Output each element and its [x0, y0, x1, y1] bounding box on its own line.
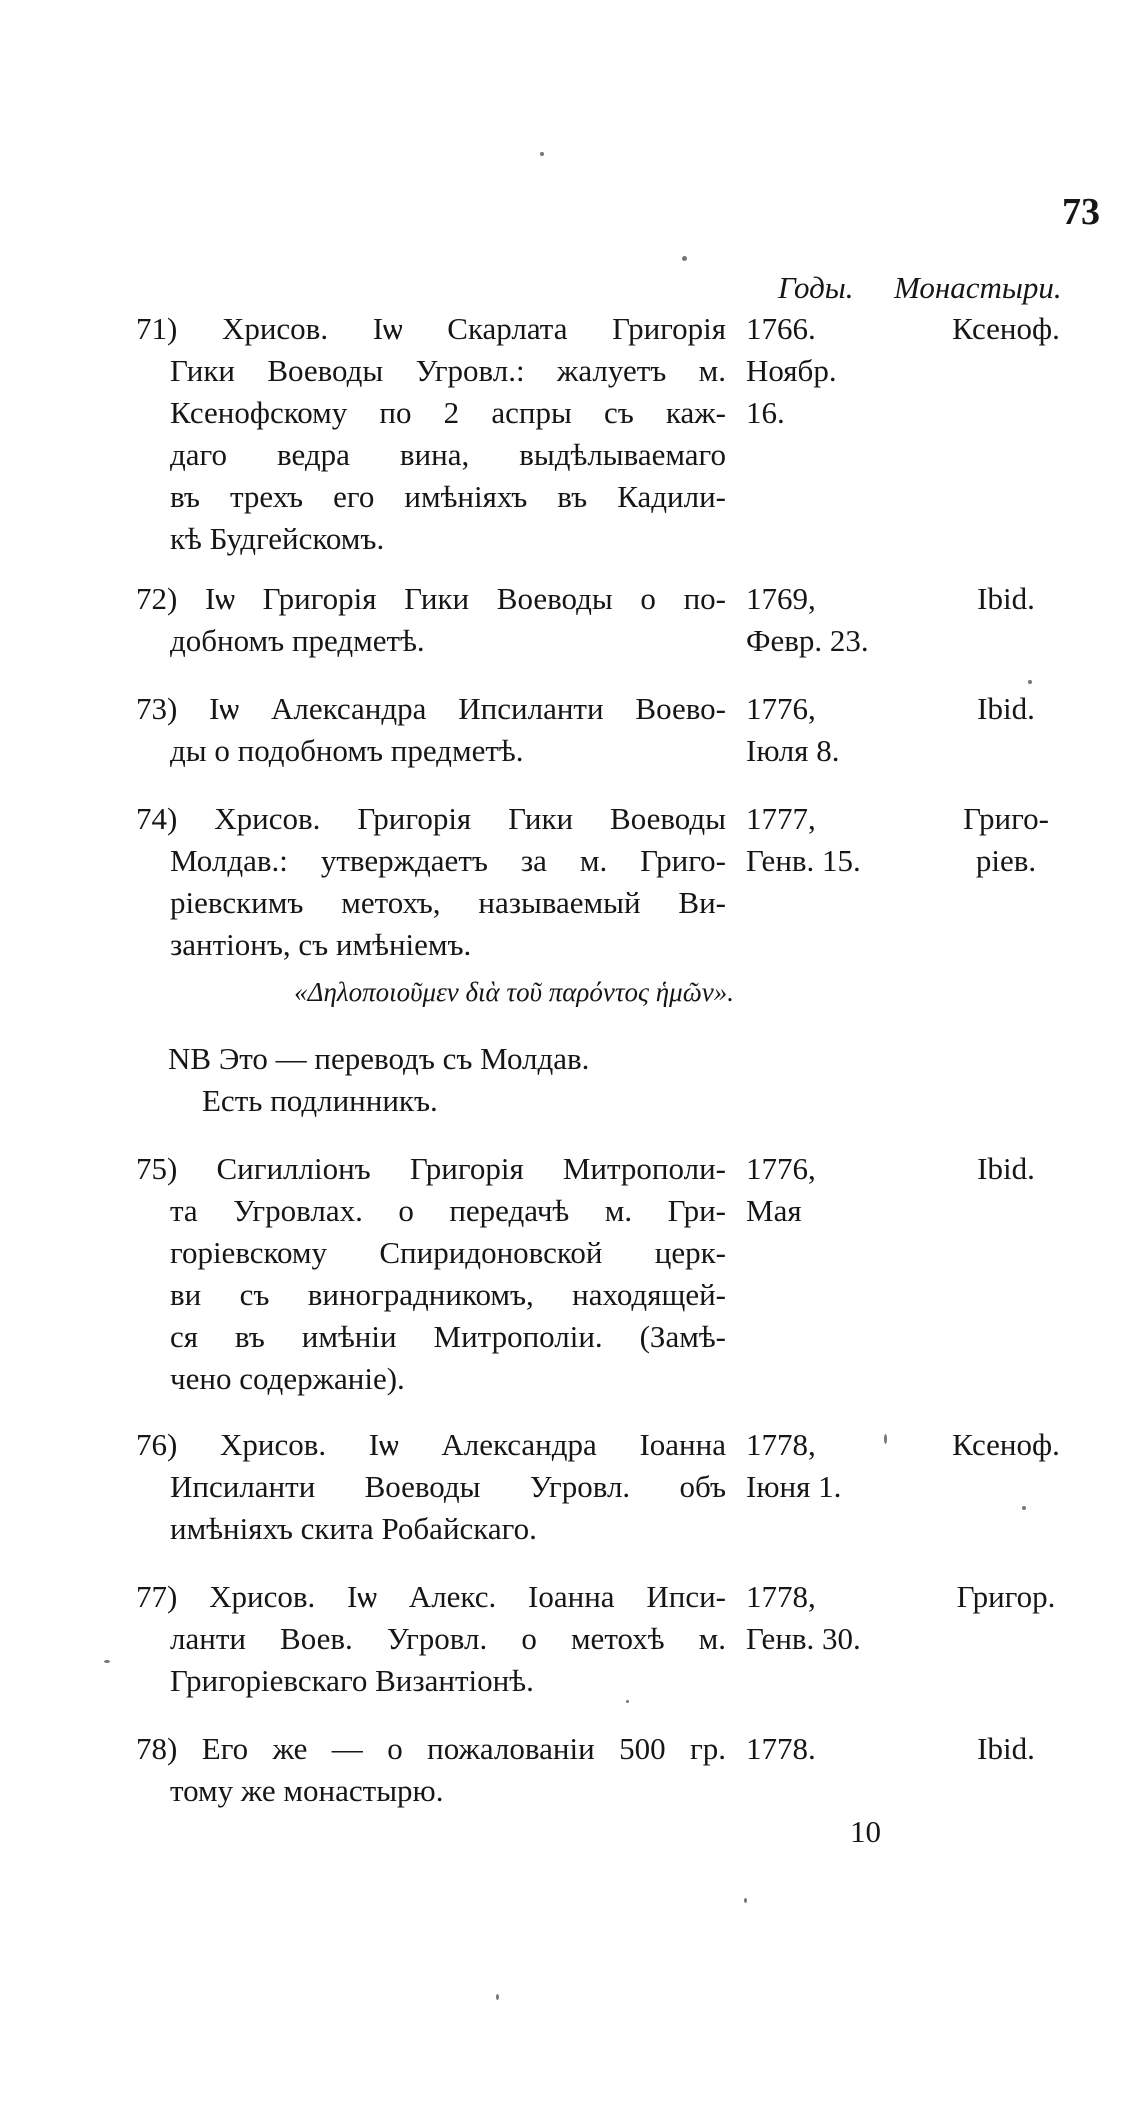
date-line: Іюля 8.	[746, 733, 840, 768]
entry-77-date	[746, 1576, 916, 1660]
entry-line: Ксенофскому по 2 аспры съ каж-	[170, 395, 726, 430]
monastery-line: Ibid.	[977, 581, 1035, 616]
entry-line: ся въ имѣніи Митрополіи. (Замѣ-	[170, 1319, 726, 1354]
entry-line: 72) Іѡ Григорія Гики Воеводы о по-	[136, 581, 726, 616]
monastery-line: ріев.	[975, 843, 1037, 878]
entry-line: Григоріевскаго Византіонѣ.	[170, 1663, 534, 1698]
entry-line: ви съ виноградникомъ, находящей-	[170, 1277, 726, 1312]
printer-signature: 10	[850, 1814, 881, 1849]
entry-line: имѣніяхъ скита Робайскаго.	[170, 1511, 537, 1546]
scan-speck	[496, 1994, 499, 2000]
entry-line: чено содержаніе).	[170, 1361, 405, 1396]
entry-74-monastery	[916, 798, 1096, 882]
entry-72-text	[136, 578, 726, 662]
entry-78-date	[746, 1728, 916, 1770]
scan-speck	[1028, 680, 1032, 684]
date-line: Февр. 23.	[746, 623, 869, 658]
greek-quotation: «Δηλοποιοῦμεν διὰ τοῦ παρόντος ἡμῶν».	[294, 977, 734, 1007]
entry-line: ріевскимъ метохъ, называемый Ви-	[170, 885, 726, 920]
entry-78-text	[136, 1728, 726, 1812]
scan-speck	[540, 152, 544, 156]
date-line: Ноябр.	[746, 353, 837, 388]
monastery-line: Ксеноф.	[952, 1427, 1060, 1462]
entry-74-text	[136, 798, 726, 966]
entry-75-monastery	[916, 1148, 1096, 1190]
date-line: 1778,	[746, 1427, 816, 1462]
entry-line: 71) Хрисов. Іѡ Скарлата Григорія	[136, 311, 726, 346]
column-header-monasteries: Монастыри.	[894, 270, 1062, 305]
entry-71-text	[136, 308, 726, 560]
scan-speck	[626, 1700, 629, 1703]
entry-line: Ипсиланти Воеводы Угровл. объ	[170, 1469, 726, 1504]
entry-line: въ трехъ его имѣніяхъ въ Кадили-	[170, 479, 726, 514]
entry-line: 73) Іѡ Александра Ипсиланти Воево-	[136, 691, 726, 726]
entry-line: горіевскому Спиридоновской церк-	[170, 1235, 726, 1270]
entry-line: 74) Хрисов. Григорія Гики Воеводы	[136, 801, 726, 836]
entry-line: Гики Воеводы Угровл.: жалуетъ м.	[170, 353, 726, 388]
column-header-years: Годы.	[778, 270, 854, 305]
scan-speck	[744, 1898, 747, 1903]
entry-line: 78) Его же — о пожалованіи 500 гр.	[136, 1731, 726, 1766]
entry-73-monastery	[916, 688, 1096, 730]
scan-speck	[104, 1660, 110, 1663]
date-line: 1776,	[746, 691, 816, 726]
entry-line: зантіонъ, съ имѣніемъ.	[170, 927, 472, 962]
date-line: 1776,	[746, 1151, 816, 1186]
monastery-line: Григор.	[956, 1579, 1056, 1614]
date-line: Генв. 15.	[746, 843, 861, 878]
date-line: 1778.	[746, 1731, 816, 1766]
entry-73-date	[746, 688, 916, 772]
date-line: 1778,	[746, 1579, 816, 1614]
note-line: NB Это — переводъ съ Молдав.	[168, 1041, 590, 1076]
entry-76-date	[746, 1424, 916, 1508]
date-line: Генв. 30.	[746, 1621, 861, 1656]
entry-77-monastery	[916, 1576, 1096, 1618]
note-line: Есть подлинникъ.	[202, 1083, 438, 1118]
date-line: 16.	[746, 395, 785, 430]
scan-speck	[682, 256, 687, 261]
entry-73-text	[136, 688, 726, 772]
entry-line: тому же монастырю.	[170, 1773, 444, 1808]
entry-line: та Угровлах. о передачѣ м. Гри-	[170, 1193, 726, 1228]
monastery-line: Ibid.	[977, 1731, 1035, 1766]
entry-line: 76) Хрисов. Іѡ Александра Іоанна	[136, 1427, 726, 1462]
entry-line: добномъ предметѣ.	[170, 623, 425, 658]
entry-78-monastery	[916, 1728, 1096, 1770]
entry-72-monastery	[916, 578, 1096, 620]
scan-speck	[1022, 1506, 1026, 1510]
date-line: Іюня 1.	[746, 1469, 842, 1504]
entry-75-text	[136, 1148, 726, 1400]
page-number: 73	[1062, 191, 1100, 233]
entry-74-date	[746, 798, 916, 882]
date-line: Мая	[746, 1193, 802, 1228]
entry-line: ланти Воев. Угровл. о метохѣ м.	[170, 1621, 726, 1656]
entry-line: Молдав.: утверждаетъ за м. Григо-	[170, 843, 726, 878]
monastery-line: Ibid.	[977, 691, 1035, 726]
entry-76-monastery	[916, 1424, 1096, 1466]
entry-76-text	[136, 1424, 726, 1550]
monastery-line: Григо-	[963, 801, 1049, 836]
entry-71-date	[746, 308, 916, 434]
date-line: 1766.	[746, 311, 816, 346]
date-line: 1777,	[746, 801, 816, 836]
entry-75-date	[746, 1148, 916, 1232]
monastery-line: Ксеноф.	[952, 311, 1060, 346]
scan-speck	[884, 1434, 887, 1444]
nb-note	[168, 1038, 728, 1122]
entry-71-monastery	[916, 308, 1096, 350]
entry-line: ды о подобномъ предметѣ.	[170, 733, 524, 768]
monastery-line: Ibid.	[977, 1151, 1035, 1186]
entry-72-date	[746, 578, 916, 662]
entry-77-text	[136, 1576, 726, 1702]
entry-line: 75) Сигилліонъ Григорія Митрополи-	[136, 1151, 726, 1186]
entry-line: даго ведра вина, выдѣлываемаго	[170, 437, 726, 472]
entry-line: 77) Хрисов. Іѡ Алекс. Іоанна Ипси-	[136, 1579, 726, 1614]
date-line: 1769,	[746, 581, 816, 616]
entry-line: кѣ Будгейскомъ.	[170, 521, 385, 556]
